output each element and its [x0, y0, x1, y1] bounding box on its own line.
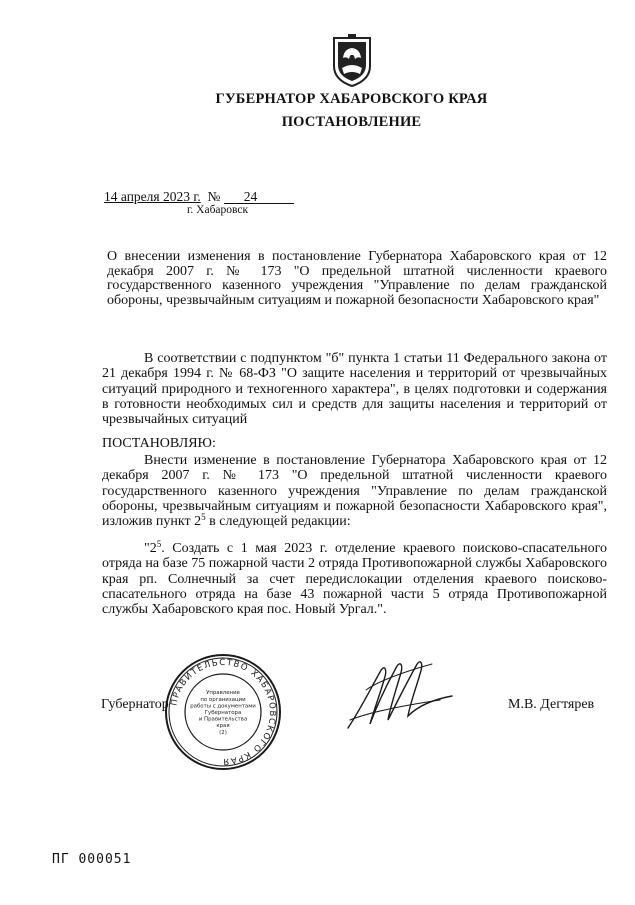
- svg-text:Управление: Управление: [206, 690, 240, 697]
- number-label: №: [207, 189, 221, 204]
- signatory-position: Губернатор: [101, 697, 169, 712]
- official-seal-stamp: [163, 652, 283, 772]
- svg-text:Губернатора: Губернатора: [204, 710, 242, 716]
- decree-word: ПОСТАНОВЛЯЮ:: [102, 436, 216, 451]
- svg-text:края: края: [216, 723, 230, 730]
- preamble-paragraph: В соответствии с подпунктом "б" пункта 1 статьи 11 Федерального закона от 21 декабря 1994 г. № 68-ФЗ "О защите населения и территорий от чрезвычайных ситуаций природного и техногенного характера", в целях подготовки и содержания в готовности необходимых сил и средств для защиты населения и территорий от чрезвычайных ситуаций: [102, 351, 607, 428]
- svg-text:ПРАВИТЕЛЬСТВО ХАБАРОВСКОГО КРА: ПРАВИТЕЛЬСТВО ХАБАРОВСКОГО КРАЯ: [169, 657, 278, 767]
- svg-text:(2): (2): [219, 729, 227, 736]
- document-title: О внесении изменения в постановление Губернатора Хабаровского края от 12 декабря 2007 г. № 173 "О предельной штатной численности краевого государственного казенного учреждения "Управление по делам гражданской обороны, чрезвычайным ситуациям и пожарной безопасности Хабаровского края": [107, 249, 607, 308]
- svg-text:и Правительства: и Правительства: [198, 716, 248, 723]
- quoted-clause-paragraph: "$2^5$. Создать с 1 мая 2023 г. отделение краевого поисково-спасательного отряда на базе 75 пожарной части 2 отряда Противопожарной службы Хабаровского края рп. Солнечный за счет передислокации отделения краевого поисково-спасательного отряда на базе 43 пожарной части 5 отряда Противопожарной службы Хабаровского края пос. Новый Ургал.".: [102, 539, 607, 618]
- document-type-heading: ПОСТАНОВЛЕНИЕ: [281, 114, 422, 130]
- amendment-paragraph: Внести изменение в постановление Губернатора Хабаровского края от 12 декабря 2007 г. № 173 "О предельной штатной численности краевого государственного казенного учреждения "Управление по делам гражданской обороны, чрезвычайным ситуациям и пожарной безопасности Хабаровского края", изложив пункт $2^5$ в следующей редакции:: [102, 453, 607, 530]
- document-date: 14 апреля 2023 г.: [104, 189, 201, 204]
- date-number-line: [104, 189, 294, 205]
- svg-text:по организации: по организации: [200, 696, 246, 703]
- svg-text:работы с документами: работы с документами: [190, 703, 256, 710]
- document-city: г. Хабаровск: [187, 204, 249, 216]
- document-number: 24: [224, 189, 294, 204]
- handwritten-signature: [340, 650, 460, 740]
- document-registry-code: ПГ 000051: [52, 852, 132, 867]
- signatory-name: М.В. Дегтярев: [508, 697, 595, 712]
- authority-heading: ГУБЕРНАТОР ХАБАРОВСКОГО КРАЯ: [215, 91, 488, 107]
- coat-of-arms-emblem: [330, 32, 374, 88]
